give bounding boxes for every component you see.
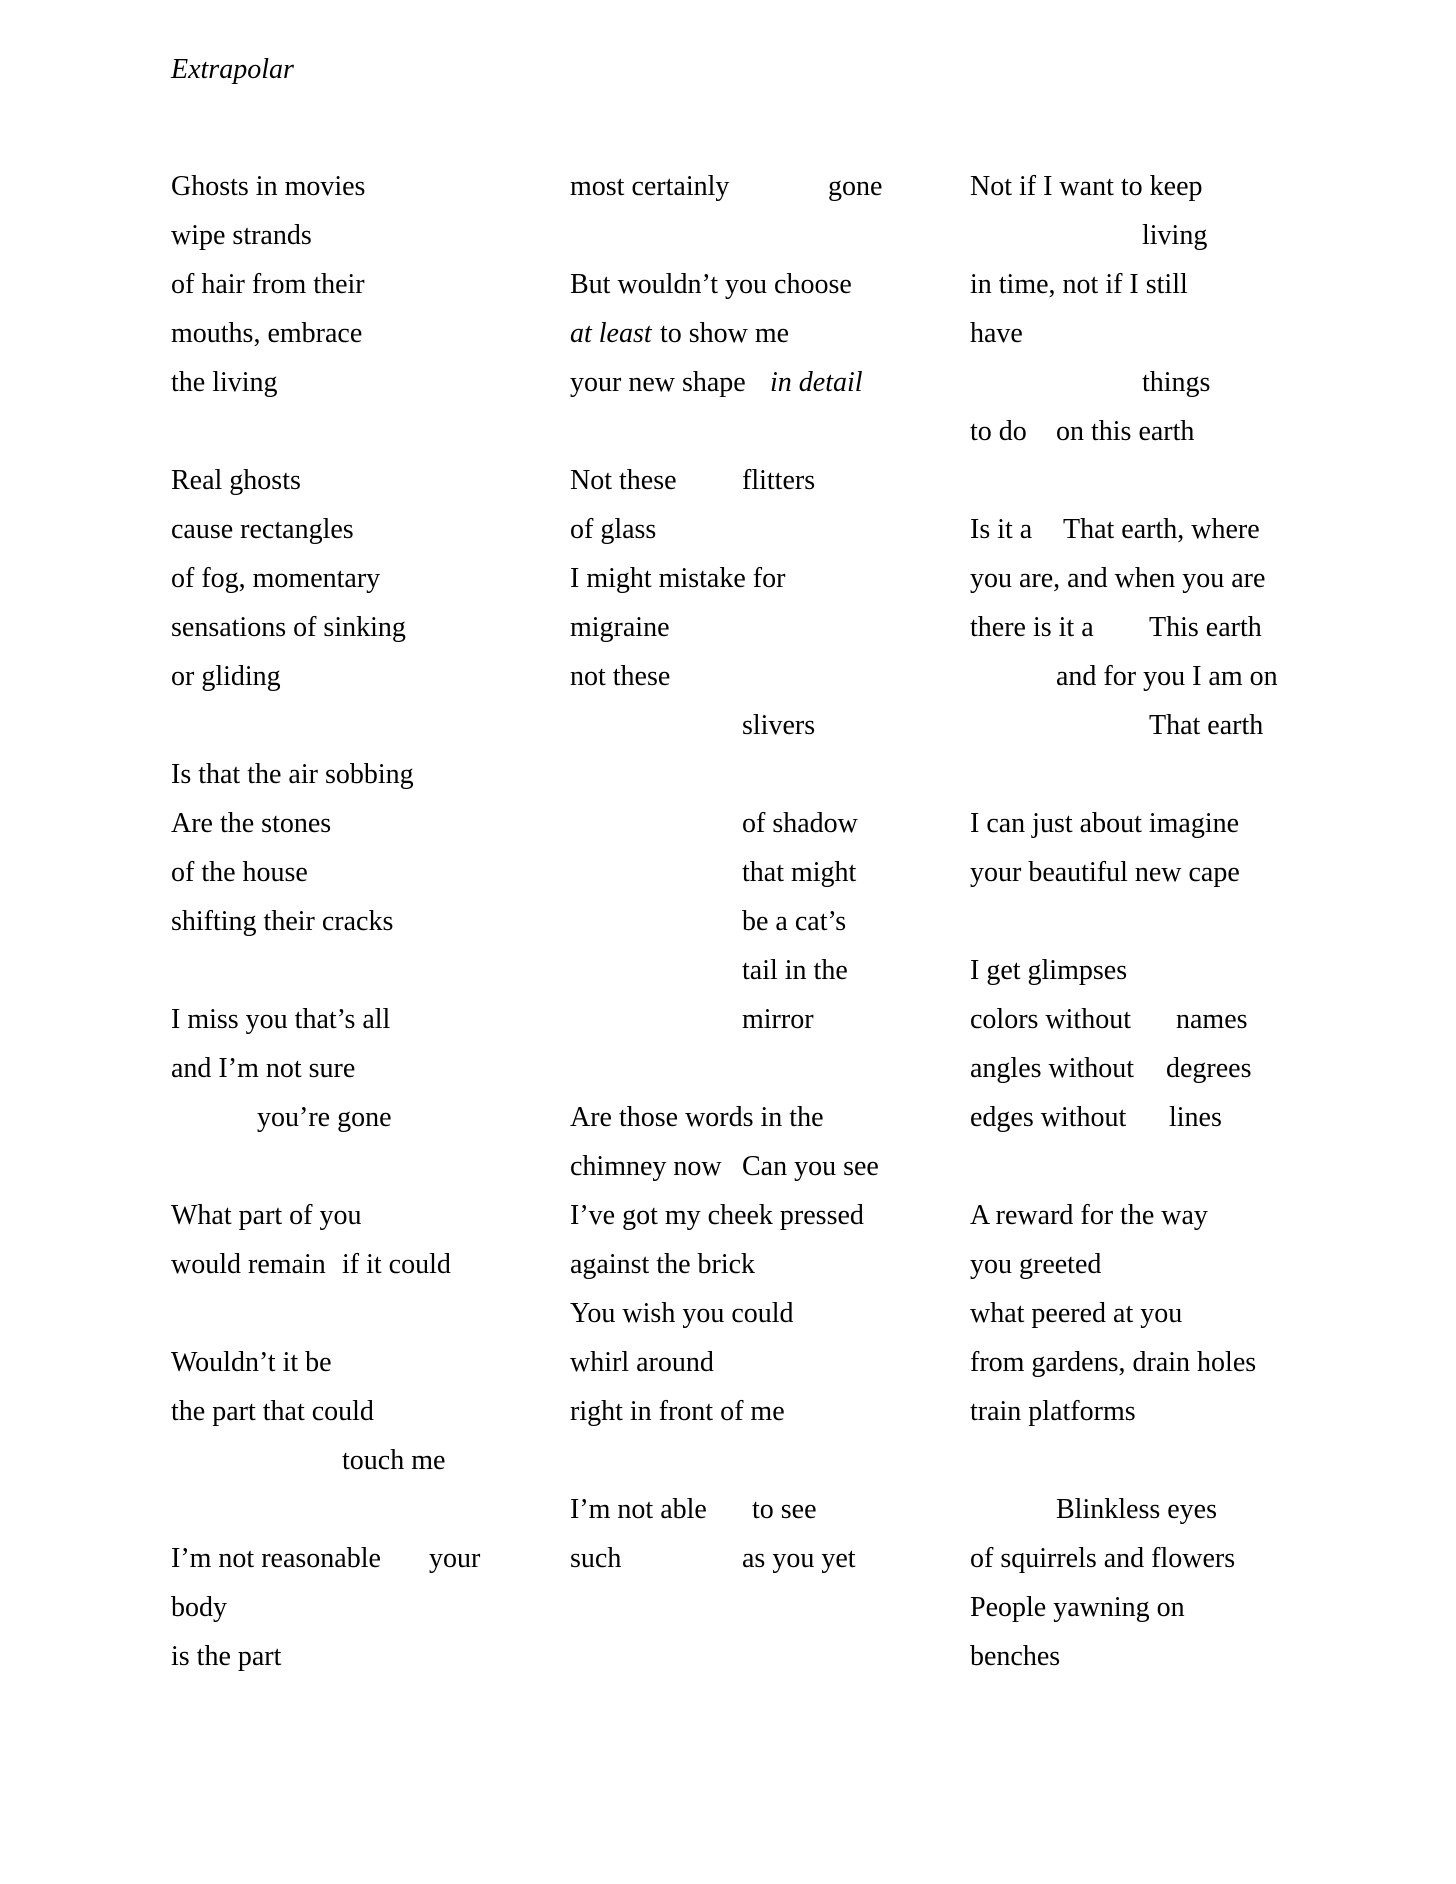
poem-line-text: or gliding — [171, 661, 281, 692]
stanza-break — [970, 1142, 1400, 1191]
poem-line-text: of the house — [171, 857, 308, 888]
poem-line-text: to do — [970, 416, 1027, 447]
poem-line — [970, 799, 1400, 848]
poem-line — [570, 162, 1000, 211]
poem-line-text: body — [171, 1592, 227, 1623]
poem-line-text: flitters — [742, 465, 816, 496]
poem-line-text: Not if I want to keep — [970, 171, 1203, 202]
poem-line-text: I’m not able — [570, 1494, 707, 1525]
poem-line — [171, 1632, 601, 1681]
poem-line-text: against the brick — [570, 1249, 756, 1280]
poem-line-text: your — [429, 1543, 481, 1574]
poem-line — [970, 603, 1400, 652]
poem-line — [970, 162, 1400, 211]
stanza-break — [171, 1485, 601, 1534]
poem-line-text: that might — [742, 857, 857, 888]
poem-line-text: A reward for the way — [970, 1200, 1208, 1231]
poem-line-text: tail in the — [742, 955, 848, 986]
stanza-break — [570, 211, 1000, 260]
poem-line-text: you’re gone — [257, 1102, 392, 1133]
poem-line — [570, 995, 1000, 1044]
poem-line-text: your beautiful new cape — [970, 857, 1240, 888]
poem-line-text: living — [1142, 220, 1208, 251]
poem-line-text: as you yet — [742, 1543, 856, 1574]
poem-line-text: People yawning on — [970, 1592, 1185, 1623]
poem-line — [570, 603, 1000, 652]
poem-column-2 — [570, 162, 1000, 1583]
poem-line — [970, 1093, 1400, 1142]
stanza-break — [970, 1436, 1400, 1485]
poem-line — [570, 260, 1000, 309]
poem-line-text: This earth — [1149, 612, 1262, 643]
poem-line — [970, 211, 1400, 260]
poem-line — [570, 1289, 1000, 1338]
poem-line-text: right in front of me — [570, 1396, 785, 1427]
poem-line — [970, 1044, 1400, 1093]
poem-line-text: of shadow — [742, 808, 858, 839]
poem-line-text: at least — [570, 318, 652, 349]
poem-line — [171, 1338, 601, 1387]
poem-line — [970, 505, 1400, 554]
poem-line-text: slivers — [742, 710, 816, 741]
stanza-break — [171, 407, 601, 456]
poem-line-text: Real ghosts — [171, 465, 301, 496]
poem-line-text: What part of you — [171, 1200, 362, 1231]
poem-line-text: Are the stones — [171, 808, 332, 839]
stanza-break — [970, 750, 1400, 799]
poem-line — [970, 1485, 1400, 1534]
poem-line — [970, 358, 1400, 407]
poem-line — [171, 1436, 601, 1485]
poem-line — [171, 750, 601, 799]
poem-line — [171, 162, 601, 211]
poem-line-text: in time, not if I still — [970, 269, 1188, 300]
poem-line — [970, 1240, 1400, 1289]
poem-line — [171, 995, 601, 1044]
poem-line-text: in detail — [770, 367, 863, 398]
poem-line-text: angles without — [970, 1053, 1135, 1084]
poem-line-text: have — [970, 318, 1023, 349]
poem-line-text: Is that the air sobbing — [171, 759, 414, 790]
poem-column-3 — [970, 162, 1400, 1681]
poem-line-text: mouths, embrace — [171, 318, 363, 349]
poem-line-text: to see — [752, 1494, 817, 1525]
stanza-break — [970, 897, 1400, 946]
poem-line — [970, 407, 1400, 456]
poem-line-text: most certainly — [570, 171, 730, 202]
poem-line-text: not these — [570, 661, 671, 692]
poem-line-text: lines — [1169, 1102, 1222, 1133]
poem-line-text: what peered at you — [970, 1298, 1183, 1329]
poem-line — [570, 1387, 1000, 1436]
poem-line — [970, 701, 1400, 750]
poem-line-text: be a cat’s — [742, 906, 847, 937]
poem-line — [570, 652, 1000, 701]
poem-line-text: your new shape — [570, 367, 746, 398]
poem-line — [171, 897, 601, 946]
poem-line-text: is the part — [171, 1641, 282, 1672]
poem-line — [171, 1093, 601, 1142]
poem-line-text: the living — [171, 367, 278, 398]
poem-line-text: whirl around — [570, 1347, 714, 1378]
poem-line — [171, 1387, 601, 1436]
poem-line — [570, 799, 1000, 848]
poem-line — [970, 1387, 1400, 1436]
poem-line — [970, 652, 1400, 701]
stanza-break — [570, 1044, 1000, 1093]
poem-line — [171, 456, 601, 505]
stanza-break — [570, 750, 1000, 799]
poem-line-text: would remain — [171, 1249, 326, 1280]
poem-line — [171, 1044, 601, 1093]
poem-line-text: Blinkless eyes — [1056, 1494, 1217, 1525]
poem-line — [171, 603, 601, 652]
poem-line-text: migraine — [570, 612, 670, 643]
poem-line — [970, 1338, 1400, 1387]
poem-line — [570, 848, 1000, 897]
poem-line-text: things — [1142, 367, 1211, 398]
poem-title: Extrapolar — [171, 54, 294, 85]
poem-line — [171, 652, 601, 701]
poem-line-text: and I’m not sure — [171, 1053, 356, 1084]
poem-line-text: the part that could — [171, 1396, 374, 1427]
poem-line-text: if it could — [342, 1249, 451, 1280]
poem-line-text: Can you see — [742, 1151, 879, 1182]
poem-line — [970, 554, 1400, 603]
poem-line-text: Ghosts in movies — [171, 171, 366, 202]
poem-line-text: That earth — [1149, 710, 1264, 741]
poem-line — [570, 1142, 1000, 1191]
poem-line-text: I might mistake for — [570, 563, 786, 594]
poem-line — [171, 1534, 601, 1583]
poem-line-text: I’m not reasonable — [171, 1543, 381, 1574]
poem-line-text: degrees — [1166, 1053, 1252, 1084]
poem-line-text: Is it a — [970, 514, 1033, 545]
poem-line — [570, 1338, 1000, 1387]
poem-line — [171, 848, 601, 897]
poem-line — [970, 309, 1400, 358]
poem-line — [970, 1632, 1400, 1681]
poem-line — [970, 1534, 1400, 1583]
poem-line — [171, 799, 601, 848]
poem-line — [970, 848, 1400, 897]
stanza-break — [171, 1142, 601, 1191]
poem-line — [171, 260, 601, 309]
stanza-break — [171, 946, 601, 995]
poem-line-text: shifting their cracks — [171, 906, 394, 937]
poem-line — [171, 358, 601, 407]
poem-line-text: But wouldn’t you choose — [570, 269, 852, 300]
poem-line — [970, 995, 1400, 1044]
poem-line-text: You wish you could — [570, 1298, 794, 1329]
poem-line-text: wipe strands — [171, 220, 312, 251]
poem-line — [570, 505, 1000, 554]
poem-line — [970, 946, 1400, 995]
poem-line-text: Wouldn’t it be — [171, 1347, 332, 1378]
poem-line — [171, 1191, 601, 1240]
poem-line-text: Are those words in the — [570, 1102, 824, 1133]
poem-line — [171, 1583, 601, 1632]
poem-line-text: edges without — [970, 1102, 1127, 1133]
poem-line-text: benches — [970, 1641, 1061, 1672]
poem-line — [570, 309, 1000, 358]
poem-line — [570, 897, 1000, 946]
poem-line-text: of fog, momentary — [171, 563, 381, 594]
poem-line-text: chimney now — [570, 1151, 722, 1182]
poem-line-text: sensations of sinking — [171, 612, 406, 643]
poem-line — [570, 946, 1000, 995]
poem-line-text: on this earth — [1056, 416, 1195, 447]
poem-line-text: there is it a — [970, 612, 1094, 643]
poem-line — [970, 1289, 1400, 1338]
poem-column-1 — [171, 162, 601, 1681]
poem-line-text: you greeted — [970, 1249, 1102, 1280]
stanza-break — [171, 701, 601, 750]
stanza-break — [970, 456, 1400, 505]
poem-line-text: to show me — [660, 318, 790, 349]
poem-line-text: from gardens, drain holes — [970, 1347, 1257, 1378]
poem-line-text: gone — [828, 171, 883, 202]
poem-line-text: colors without — [970, 1004, 1131, 1035]
stanza-break — [570, 407, 1000, 456]
poem-line — [171, 505, 601, 554]
poem-line-text: of squirrels and flowers — [970, 1543, 1236, 1574]
stanza-break — [570, 1436, 1000, 1485]
poem-line — [570, 554, 1000, 603]
poem-line-text: of glass — [570, 514, 657, 545]
poem-line — [171, 309, 601, 358]
poem-line — [570, 1485, 1000, 1534]
poem-line — [570, 1240, 1000, 1289]
poem-line-text: I miss you that’s all — [171, 1004, 391, 1035]
poem-line — [171, 1240, 601, 1289]
poem-line-text: cause rectangles — [171, 514, 354, 545]
poem-line-text: you are, and when you are — [970, 563, 1266, 594]
poem-line-text: of hair from their — [171, 269, 365, 300]
poem-line-text: names — [1176, 1004, 1248, 1035]
poem-line — [970, 1191, 1400, 1240]
poem-line-text: Not these — [570, 465, 677, 496]
poem-line-text: touch me — [342, 1445, 446, 1476]
poem-line — [171, 211, 601, 260]
poem-line-text: I can just about imagine — [970, 808, 1240, 839]
poem-line-text: such — [570, 1543, 622, 1574]
poem-line — [171, 554, 601, 603]
poem-line — [570, 1534, 1000, 1583]
poem-line — [970, 260, 1400, 309]
poem-line-text: That earth, where — [1063, 514, 1260, 545]
poem-line — [570, 1093, 1000, 1142]
poem-line-text: I get glimpses — [970, 955, 1128, 986]
poem-line — [570, 1191, 1000, 1240]
poem-line-text: train platforms — [970, 1396, 1136, 1427]
poem-line — [570, 358, 1000, 407]
poem-line-text: and for you I am on — [1056, 661, 1278, 692]
stanza-break — [171, 1289, 601, 1338]
poem-line — [570, 701, 1000, 750]
poem-line — [970, 1583, 1400, 1632]
poem-line-text: I’ve got my cheek pressed — [570, 1200, 864, 1231]
poem-line-text: mirror — [742, 1004, 814, 1035]
poem-line — [570, 456, 1000, 505]
